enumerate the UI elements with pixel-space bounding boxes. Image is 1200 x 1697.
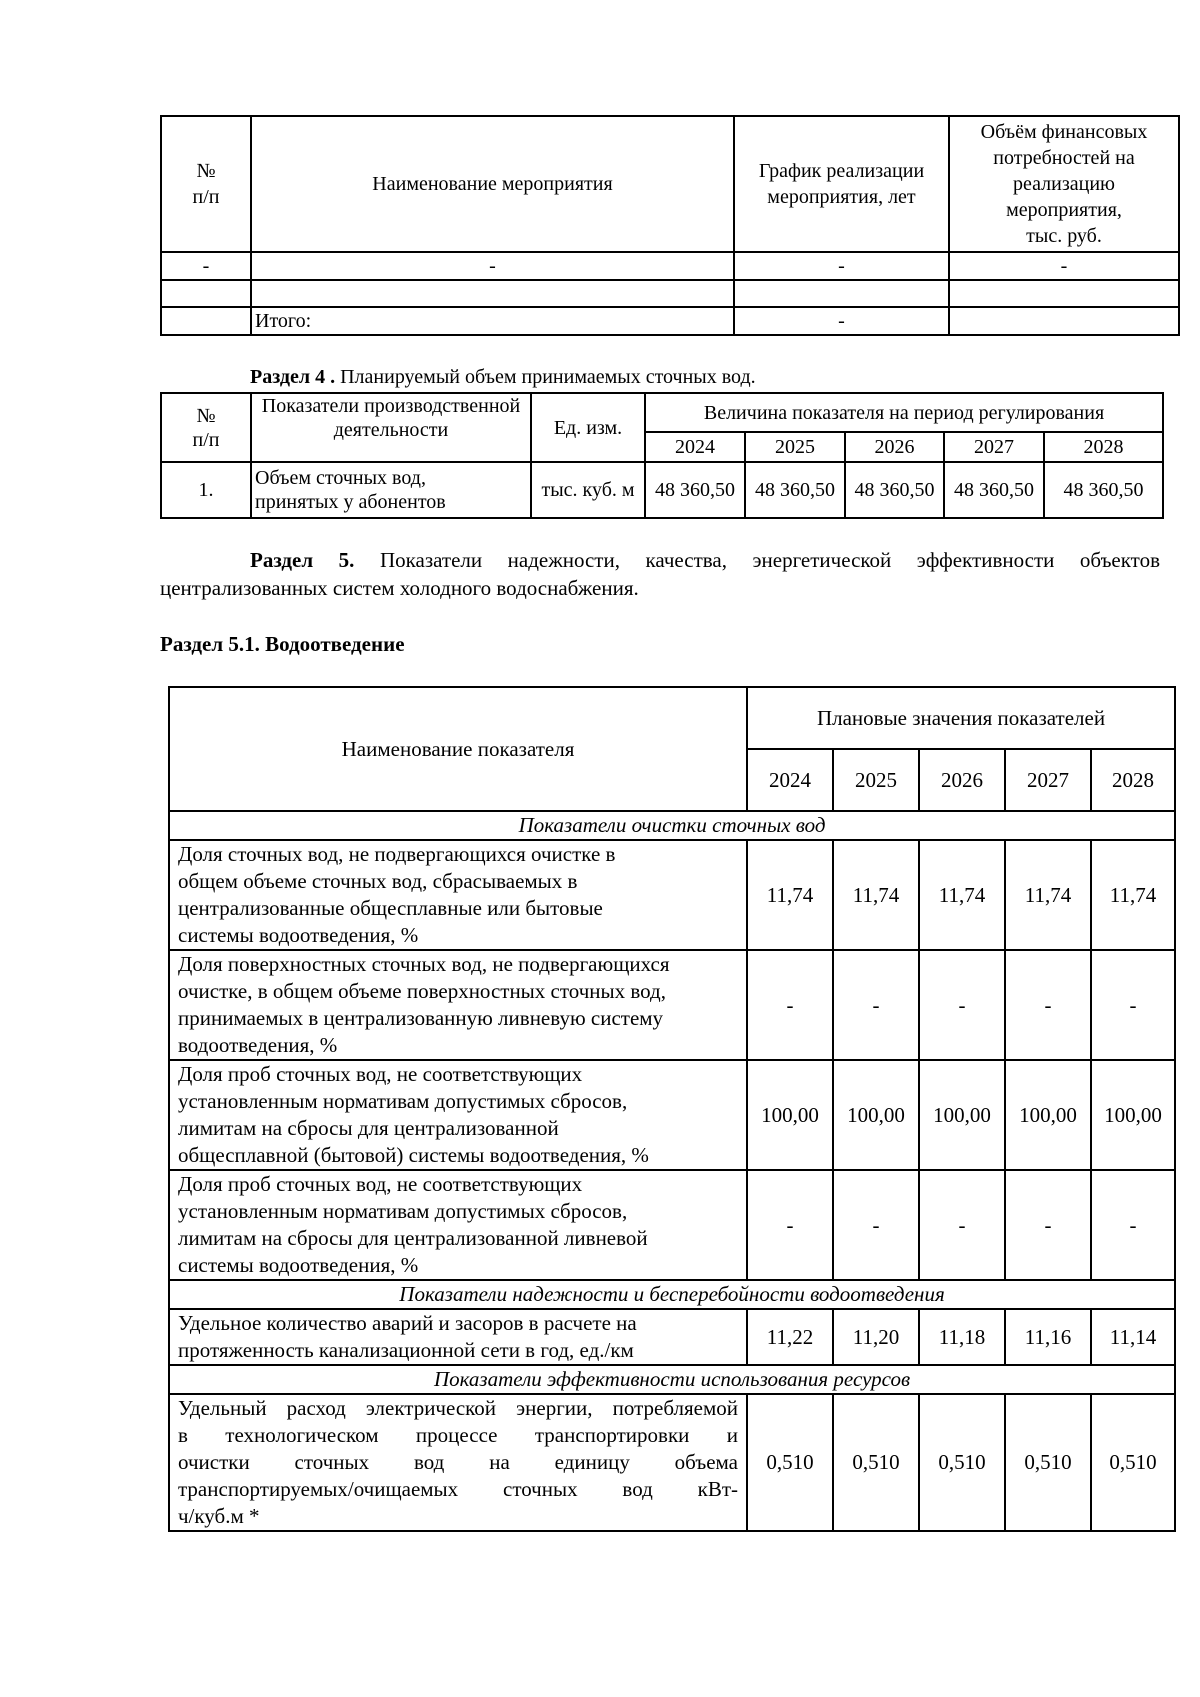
measures-table — [160, 115, 1180, 336]
section-4-heading — [250, 364, 756, 390]
table-cell — [161, 307, 251, 335]
value-cell: 48 360,50 — [845, 462, 944, 518]
table-row — [161, 280, 1179, 307]
value-cell: - — [1005, 1170, 1091, 1280]
value-cell: 100,00 — [919, 1060, 1005, 1170]
table-row — [169, 1170, 1175, 1280]
value-cell: - — [1091, 1170, 1175, 1280]
value-cell: 0,510 — [919, 1394, 1005, 1531]
value-cell: 11,74 — [833, 840, 919, 950]
value-cell: 0,510 — [1091, 1394, 1175, 1531]
table-cell: - — [161, 252, 251, 280]
header-period: Величина показателя на период регулирования — [645, 393, 1163, 432]
section-5-1-heading: Раздел 5.1. Водоотведение — [160, 632, 405, 656]
table-cell — [251, 280, 734, 307]
indicator-name: Доля проб сточных вод, не соответствующих установленным нормативам допустимых сбросов, лимитам на сбросы для централизованной ливневой системы водоотведения, % — [169, 1170, 747, 1280]
table-cell: - — [734, 307, 949, 335]
table-cell — [734, 280, 949, 307]
header-financing: Объём финансовых потребностей на реализацию мероприятия, тыс. руб. — [949, 116, 1179, 252]
indicator-name: Доля проб сточных вод, не соответствующих установленным нормативам допустимых сбросов, лимитам на сбросы для централизованной общесплавной (бытовой) системы водоотведения, % — [169, 1060, 747, 1170]
year-header: 2026 — [845, 432, 944, 462]
section-5-paragraph — [160, 546, 1160, 602]
section-4-label: Раздел 4 . — [250, 366, 336, 388]
value-cell: 48 360,50 — [645, 462, 745, 518]
table-cell — [949, 307, 1179, 335]
indicator-name: Доля поверхностных сточных вод, не подвергающихся очистке, в общем объеме поверхностных сточных вод, принимаемых в централизованную ливневую систему водоотведения, % — [169, 950, 747, 1060]
total-label: Итого: — [251, 307, 734, 335]
table-row — [161, 462, 1163, 518]
value-cell: 0,510 — [1005, 1394, 1091, 1531]
year-header: 2027 — [944, 432, 1044, 462]
value-cell: - — [919, 1170, 1005, 1280]
year-header: 2025 — [833, 749, 919, 811]
value-cell: 11,20 — [833, 1309, 919, 1365]
header-unit: Ед. изм. — [531, 393, 645, 462]
table-cell: - — [251, 252, 734, 280]
indicator-name: Доля сточных вод, не подвергающихся очистке в общем объеме сточных вод, сбрасываемых в централизованные общесплавные или бытовые системы водоотведения, % — [169, 840, 747, 950]
header-indicator-name: Наименование показателя — [169, 687, 747, 811]
header-number: № п/п — [161, 393, 251, 462]
value-cell: 48 360,50 — [1044, 462, 1163, 518]
table-row — [169, 1394, 1175, 1531]
table-row — [169, 1309, 1175, 1365]
year-header: 2028 — [1044, 432, 1163, 462]
value-cell: 100,00 — [747, 1060, 833, 1170]
section-5-line-1: Раздел 5. Показатели надежности, качества, энергетической эффективности объектов — [250, 548, 1160, 572]
value-cell: 11,14 — [1091, 1309, 1175, 1365]
table-row — [169, 1060, 1175, 1170]
year-header: 2025 — [745, 432, 845, 462]
year-header: 2026 — [919, 749, 1005, 811]
value-cell: 100,00 — [1005, 1060, 1091, 1170]
value-cell: 11,74 — [919, 840, 1005, 950]
indicators-table — [168, 686, 1176, 1532]
value-cell: 0,510 — [833, 1394, 919, 1531]
row-indicator: Объем сточных вод, принятых у абонентов — [251, 462, 531, 518]
header-indicator: Показатели производственной деятельности — [251, 393, 531, 462]
year-header: 2027 — [1005, 749, 1091, 811]
header-number: № п/п — [161, 116, 251, 252]
header-measure-name: Наименование мероприятия — [251, 116, 734, 252]
indicator-name: Удельное количество аварий и засоров в расчете на протяженность канализационной сети в год, ед./км — [169, 1309, 747, 1365]
section-title-treatment: Показатели очистки сточных вод — [169, 811, 1175, 840]
value-cell: 11,22 — [747, 1309, 833, 1365]
indicator-line: очистки сточных вод на единицу объема — [178, 1450, 738, 1474]
value-cell: 100,00 — [1091, 1060, 1175, 1170]
year-header: 2024 — [747, 749, 833, 811]
value-cell: - — [1091, 950, 1175, 1060]
header-plan-values: Плановые значения показателей — [747, 687, 1175, 749]
value-cell: - — [833, 950, 919, 1060]
indicator-line: в технологическом процессе транспортировки и — [178, 1423, 738, 1447]
table-cell — [949, 280, 1179, 307]
indicator-line: транспортируемых/очищаемых сточных вод кВт- — [178, 1477, 738, 1501]
total-row — [161, 307, 1179, 335]
year-header: 2024 — [645, 432, 745, 462]
row-number: 1. — [161, 462, 251, 518]
value-cell: 11,74 — [1005, 840, 1091, 950]
section-5-label: Раздел 5. — [250, 548, 355, 572]
section-5-line-2: централизованных систем холодного водоснабжения. — [160, 576, 639, 600]
table-cell — [161, 280, 251, 307]
value-cell: - — [833, 1170, 919, 1280]
year-header: 2028 — [1091, 749, 1175, 811]
value-cell: - — [747, 950, 833, 1060]
value-cell: - — [747, 1170, 833, 1280]
section-4-title: Планируемый объем принимаемых сточных вод. — [335, 366, 756, 388]
row-unit: тыс. куб. м — [531, 462, 645, 518]
value-cell: 11,74 — [1091, 840, 1175, 950]
section-title-reliability: Показатели надежности и бесперебойности водоотведения — [169, 1280, 1175, 1309]
table-cell: - — [949, 252, 1179, 280]
value-cell: - — [1005, 950, 1091, 1060]
indicator-line: Удельный расход электрической энергии, потребляемой — [178, 1396, 738, 1420]
value-cell: - — [919, 950, 1005, 1060]
value-cell: 100,00 — [833, 1060, 919, 1170]
header-schedule: График реализации мероприятия, лет — [734, 116, 949, 252]
value-cell: 11,74 — [747, 840, 833, 950]
value-cell: 11,16 — [1005, 1309, 1091, 1365]
section-title-efficiency: Показатели эффективности использования ресурсов — [169, 1365, 1175, 1394]
table-row — [169, 950, 1175, 1060]
value-cell: 11,18 — [919, 1309, 1005, 1365]
wastewater-volume-table — [160, 392, 1164, 519]
table-row — [161, 252, 1179, 280]
table-cell: - — [734, 252, 949, 280]
value-cell: 48 360,50 — [745, 462, 845, 518]
value-cell: 48 360,50 — [944, 462, 1044, 518]
indicator-line: ч/куб.м * — [178, 1504, 260, 1528]
value-cell: 0,510 — [747, 1394, 833, 1531]
indicator-name — [169, 1394, 747, 1531]
table-row — [169, 840, 1175, 950]
